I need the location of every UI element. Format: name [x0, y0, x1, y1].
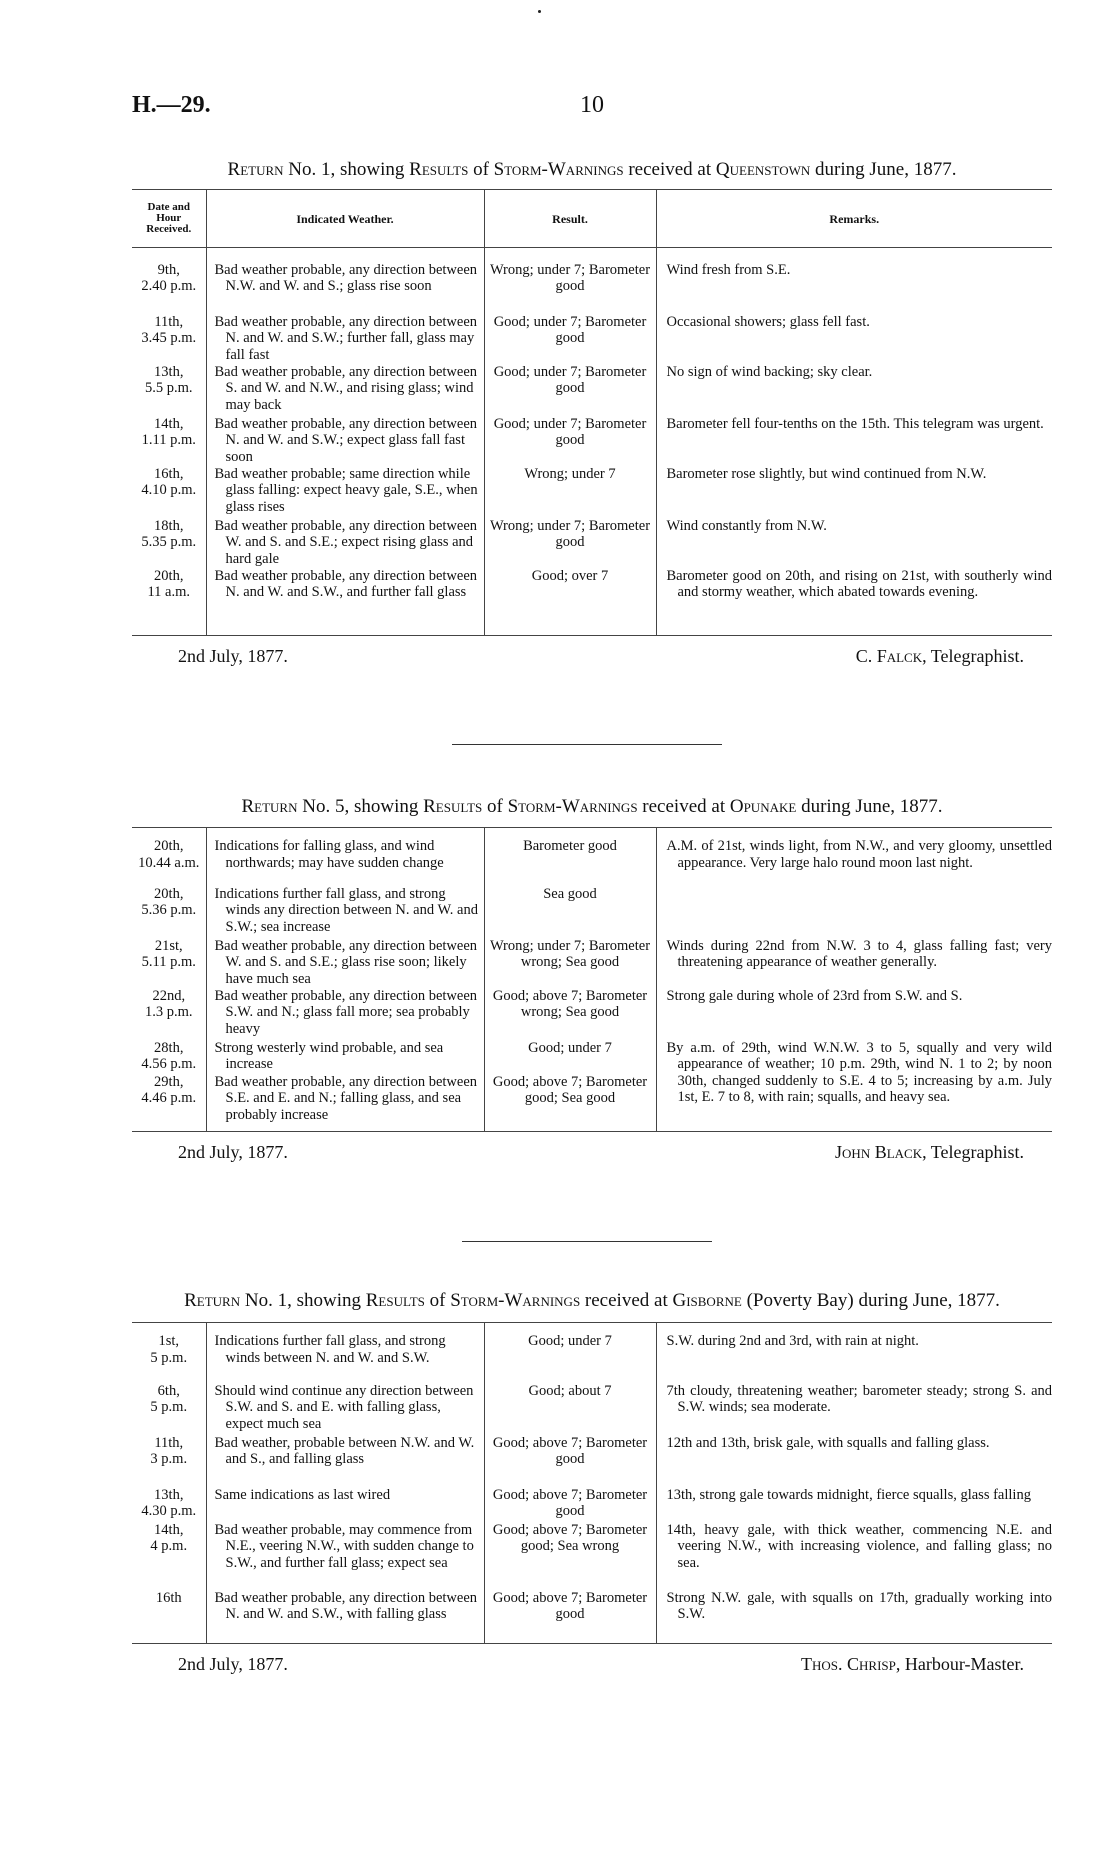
- row-remarks: 13th, strong gale towards midnight, fierce squalls, glass falling: [666, 1486, 1031, 1503]
- row-weather: Bad weather probable; same direction while glass falling: expect heavy gale, S.E., when glass rises: [214, 465, 478, 515]
- row-remarks: Occasional showers; glass fell fast.: [666, 313, 870, 330]
- row-time: 5.5 p.m.: [144, 380, 193, 397]
- row-result: Sea good: [484, 886, 656, 938]
- signature: John Black, Telegraphist.: [835, 1142, 1024, 1162]
- row-time: 2.40 p.m.: [141, 278, 197, 295]
- row-remarks: Barometer good on 20th, and rising on 21st, with southerly wind and stormy weather, which abated towards evening.: [666, 567, 1052, 601]
- row-remarks: 14th, heavy gale, with thick weather, commencing N.E. and veering N.W., with increasing violence, and falling glass; no sea.: [666, 1521, 1052, 1571]
- row-time: 4.46 p.m.: [141, 1090, 197, 1107]
- table-row: [132, 518, 1052, 568]
- row-result: Barometer good: [484, 828, 656, 886]
- header-remarks: Remarks.: [656, 190, 1052, 248]
- row-time: 10.44 a.m.: [138, 854, 200, 871]
- row-time: 5 p.m.: [150, 1349, 188, 1366]
- row-date: 16th: [155, 1589, 182, 1606]
- row-remarks: Strong gale during whole of 23rd from S.W. and S.: [666, 987, 963, 1004]
- row-weather: Bad weather probable, any direction between S.W. and N.; glass fall more; sea probably heavy: [214, 987, 478, 1037]
- row-time: 4.30 p.m.: [141, 1503, 197, 1520]
- table-row: [132, 1522, 1052, 1590]
- row-remarks: Barometer fell four-tenths on the 15th. This telegram was urgent.: [666, 415, 1044, 432]
- signature: C. Falck, Telegraphist.: [855, 646, 1024, 666]
- row-weather: Bad weather, probable between N.W. and W. and S., and falling glass: [214, 1434, 475, 1468]
- row-weather: Bad weather probable, any direction between S.E. and E. and N.; falling glass, and sea probably increase: [214, 1073, 478, 1123]
- row-weather: Same indications as last wired: [214, 1486, 391, 1503]
- row-time: 5.36 p.m.: [141, 902, 197, 919]
- section-footer: [132, 1654, 1052, 1678]
- row-result: Good; over 7: [484, 568, 656, 636]
- row-result: Good; above 7; Barometer good; Sea good: [484, 1074, 656, 1132]
- section-title: Return No. 5, showing Results of Storm-Warnings received at Opunake during June, 1877.: [241, 796, 943, 817]
- row-result: Good; under 7; Barometer good: [484, 416, 656, 466]
- row-weather: Bad weather probable, any direction between N. and W. and S.W.; expect glass fall fast soon: [214, 415, 478, 465]
- return-queenstown: [132, 159, 1052, 670]
- row-result: Wrong; under 7; Barometer wrong; Sea good: [484, 938, 656, 988]
- page-number: 10: [580, 92, 604, 118]
- row-remarks: Barometer rose slightly, but wind continued from N.W.: [666, 465, 987, 482]
- table-row: [132, 828, 1052, 886]
- row-remarks: By a.m. of 29th, wind W.N.W. 3 to 5, squally and very wild appearance of weather; 10 p.m. 29th, wind N. 1 to 2; by noon 30th, changed suddenly to S.E. 4 to 5; increasing by a.m. July 1st, E. 7 to 8, with rain; squalls, and heavy sea.: [666, 1039, 1052, 1106]
- table-row: [132, 886, 1052, 938]
- footer-date: 2nd July, 1877.: [178, 1142, 288, 1162]
- row-remarks: S.W. during 2nd and 3rd, with rain at night.: [666, 1333, 919, 1349]
- table-row: [132, 262, 1052, 314]
- row-date: 9th,: [157, 261, 180, 278]
- table-row: [132, 1487, 1052, 1522]
- footer-date: 2nd July, 1877.: [178, 646, 288, 666]
- row-date: 16th,: [154, 465, 184, 482]
- table-row: [132, 1590, 1052, 1644]
- row-result: Good; above 7; Barometer good: [484, 1487, 656, 1522]
- row-remarks: Wind fresh from S.E.: [666, 261, 791, 278]
- table-row: [132, 314, 1052, 364]
- row-result: Good; under 7; Barometer good: [484, 364, 656, 416]
- header-result: Result.: [484, 190, 656, 248]
- warnings-table: [132, 189, 1052, 636]
- header-weather: Indicated Weather.: [206, 190, 484, 248]
- table-row: [132, 364, 1052, 416]
- table-row: [132, 988, 1052, 1040]
- row-date: 22nd,: [152, 987, 186, 1004]
- row-weather: Bad weather probable, any direction between N. and W. and S.W.; further fall, glass may fall fast: [214, 313, 478, 363]
- row-weather: Bad weather probable, any direction between W. and S. and S.E.; glass rise soon; likely have much sea: [214, 937, 478, 987]
- return-opunake: [132, 796, 1052, 1166]
- warnings-table: [132, 827, 1052, 1132]
- warnings-table: [132, 1322, 1052, 1644]
- row-weather: Indications for falling glass, and wind northwards; may have sudden change: [214, 838, 444, 871]
- row-time: 5 p.m.: [150, 1399, 188, 1416]
- table-row: [132, 1383, 1052, 1435]
- row-time: 3 p.m.: [150, 1451, 188, 1468]
- row-remarks: Wind constantly from N.W.: [666, 517, 827, 534]
- table-row: [132, 568, 1052, 636]
- section-title: Return No. 1, showing Results of Storm-Warnings received at Gisborne (Poverty Bay) during June, 1877.: [184, 1290, 1000, 1311]
- row-weather: Strong westerly wind probable, and sea increase: [214, 1039, 444, 1073]
- row-weather: Indications further fall glass, and strong winds between N. and W. and S.W.: [214, 1333, 446, 1366]
- row-result: Good; under 7: [484, 1040, 656, 1074]
- table-row: [132, 1435, 1052, 1487]
- row-date: 14th,: [154, 415, 184, 432]
- row-date: 13th,: [154, 1486, 184, 1503]
- row-remarks: No sign of wind backing; sky clear.: [666, 363, 873, 380]
- page-header: [132, 92, 1052, 132]
- row-date: 11th,: [154, 313, 184, 330]
- footer-date: 2nd July, 1877.: [178, 1654, 288, 1674]
- row-time: 4.56 p.m.: [141, 1056, 197, 1073]
- row-time: 3.45 p.m.: [141, 330, 197, 347]
- row-result: Wrong; under 7: [484, 466, 656, 518]
- table-row: [132, 938, 1052, 988]
- row-weather: Bad weather probable, may commence from N.E., veering N.W., with sudden change to S.W., and further fall glass; expect sea: [214, 1521, 474, 1571]
- row-date: 29th,: [154, 1073, 184, 1090]
- row-time: 1.3 p.m.: [144, 1004, 193, 1021]
- table-row: [132, 1323, 1052, 1383]
- row-remarks: 7th cloudy, threatening weather; barometer steady; strong S. and S.W. winds; sea moderate.: [666, 1382, 1052, 1416]
- row-weather: Bad weather probable, any direction between W. and S. and S.E.; expect rising glass and hard gale: [214, 517, 478, 567]
- row-result: Good; under 7: [484, 1323, 656, 1383]
- document-reference: H.—29.: [132, 92, 211, 118]
- section-divider: [462, 1241, 712, 1242]
- row-remarks: Strong N.W. gale, with squalls on 17th, gradually working into S.W.: [666, 1589, 1052, 1623]
- return-gisborne: [132, 1290, 1052, 1678]
- row-time: 5.11 p.m.: [141, 954, 196, 971]
- row-result: Good; above 7; Barometer wrong; Sea good: [484, 988, 656, 1040]
- row-weather: Bad weather probable, any direction between N.W. and W. and S.; glass rise soon: [214, 261, 478, 295]
- row-date: 13th,: [154, 363, 184, 380]
- row-remarks: A.M. of 21st, winds light, from N.W., and very gloomy, unsettled appearance. Very large halo round moon last night.: [666, 838, 1052, 871]
- section-divider: [452, 744, 722, 745]
- row-time: 11 a.m.: [147, 584, 191, 601]
- row-result: Wrong; under 7; Barometer good: [484, 518, 656, 568]
- row-time: 5.35 p.m.: [141, 534, 197, 551]
- row-date: 11th,: [154, 1434, 184, 1451]
- section-title: Return No. 1, showing Results of Storm-Warnings received at Queenstown during June, 1877.: [227, 159, 957, 180]
- row-date: 6th,: [157, 1382, 180, 1399]
- row-remarks: Winds during 22nd from N.W. 3 to 4, glass falling fast; very threatening appearance of weather generally.: [666, 937, 1052, 971]
- row-result: Good; about 7: [484, 1383, 656, 1435]
- row-weather: Bad weather probable, any direction between N. and W. and S.W., with falling glass: [214, 1589, 478, 1623]
- row-remarks: 12th and 13th, brisk gale, with squalls and falling glass.: [666, 1434, 990, 1451]
- table-header-row: [132, 190, 1052, 248]
- row-date: 21st,: [154, 937, 183, 954]
- row-date: 18th,: [154, 517, 184, 534]
- row-result: Wrong; under 7; Barometer good: [484, 262, 656, 314]
- row-weather: Bad weather probable, any direction between S. and W. and N.W., and rising glass; wind may back: [214, 363, 478, 413]
- row-date: 20th,: [154, 567, 184, 584]
- table-row: [132, 466, 1052, 518]
- row-result: Good; under 7; Barometer good: [484, 314, 656, 364]
- ink-speck: [538, 10, 541, 13]
- row-time: 1.11 p.m.: [141, 432, 196, 449]
- row-date: 20th,: [154, 885, 184, 902]
- row-date: 14th,: [154, 1521, 184, 1538]
- row-weather: Bad weather probable, any direction between N. and W. and S.W., and further fall glass: [214, 567, 478, 601]
- section-footer: [132, 646, 1052, 670]
- row-time: 4.10 p.m.: [141, 482, 197, 499]
- row-date: 28th,: [154, 1039, 184, 1056]
- section-footer: [132, 1142, 1052, 1166]
- table-row: [132, 416, 1052, 466]
- row-result: Good; above 7; Barometer good: [484, 1435, 656, 1487]
- signature: Thos. Chrisp, Harbour-Master.: [801, 1654, 1024, 1674]
- row-time: 4 p.m.: [150, 1538, 188, 1555]
- row-weather: Indications further fall glass, and strong winds any direction between N. and W. and S.W.; sea increase: [214, 885, 478, 935]
- row-result: Good; above 7; Barometer good: [484, 1590, 656, 1644]
- row-date: 1st,: [158, 1333, 180, 1349]
- header-date: Date and Hour Received.: [132, 190, 206, 248]
- row-weather: Should wind continue any direction between S.W. and S. and E. with falling glass, expect much sea: [214, 1382, 474, 1432]
- row-result: Good; above 7; Barometer good; Sea wrong: [484, 1522, 656, 1590]
- table-row: [132, 1040, 1052, 1074]
- row-date: 20th,: [154, 838, 184, 854]
